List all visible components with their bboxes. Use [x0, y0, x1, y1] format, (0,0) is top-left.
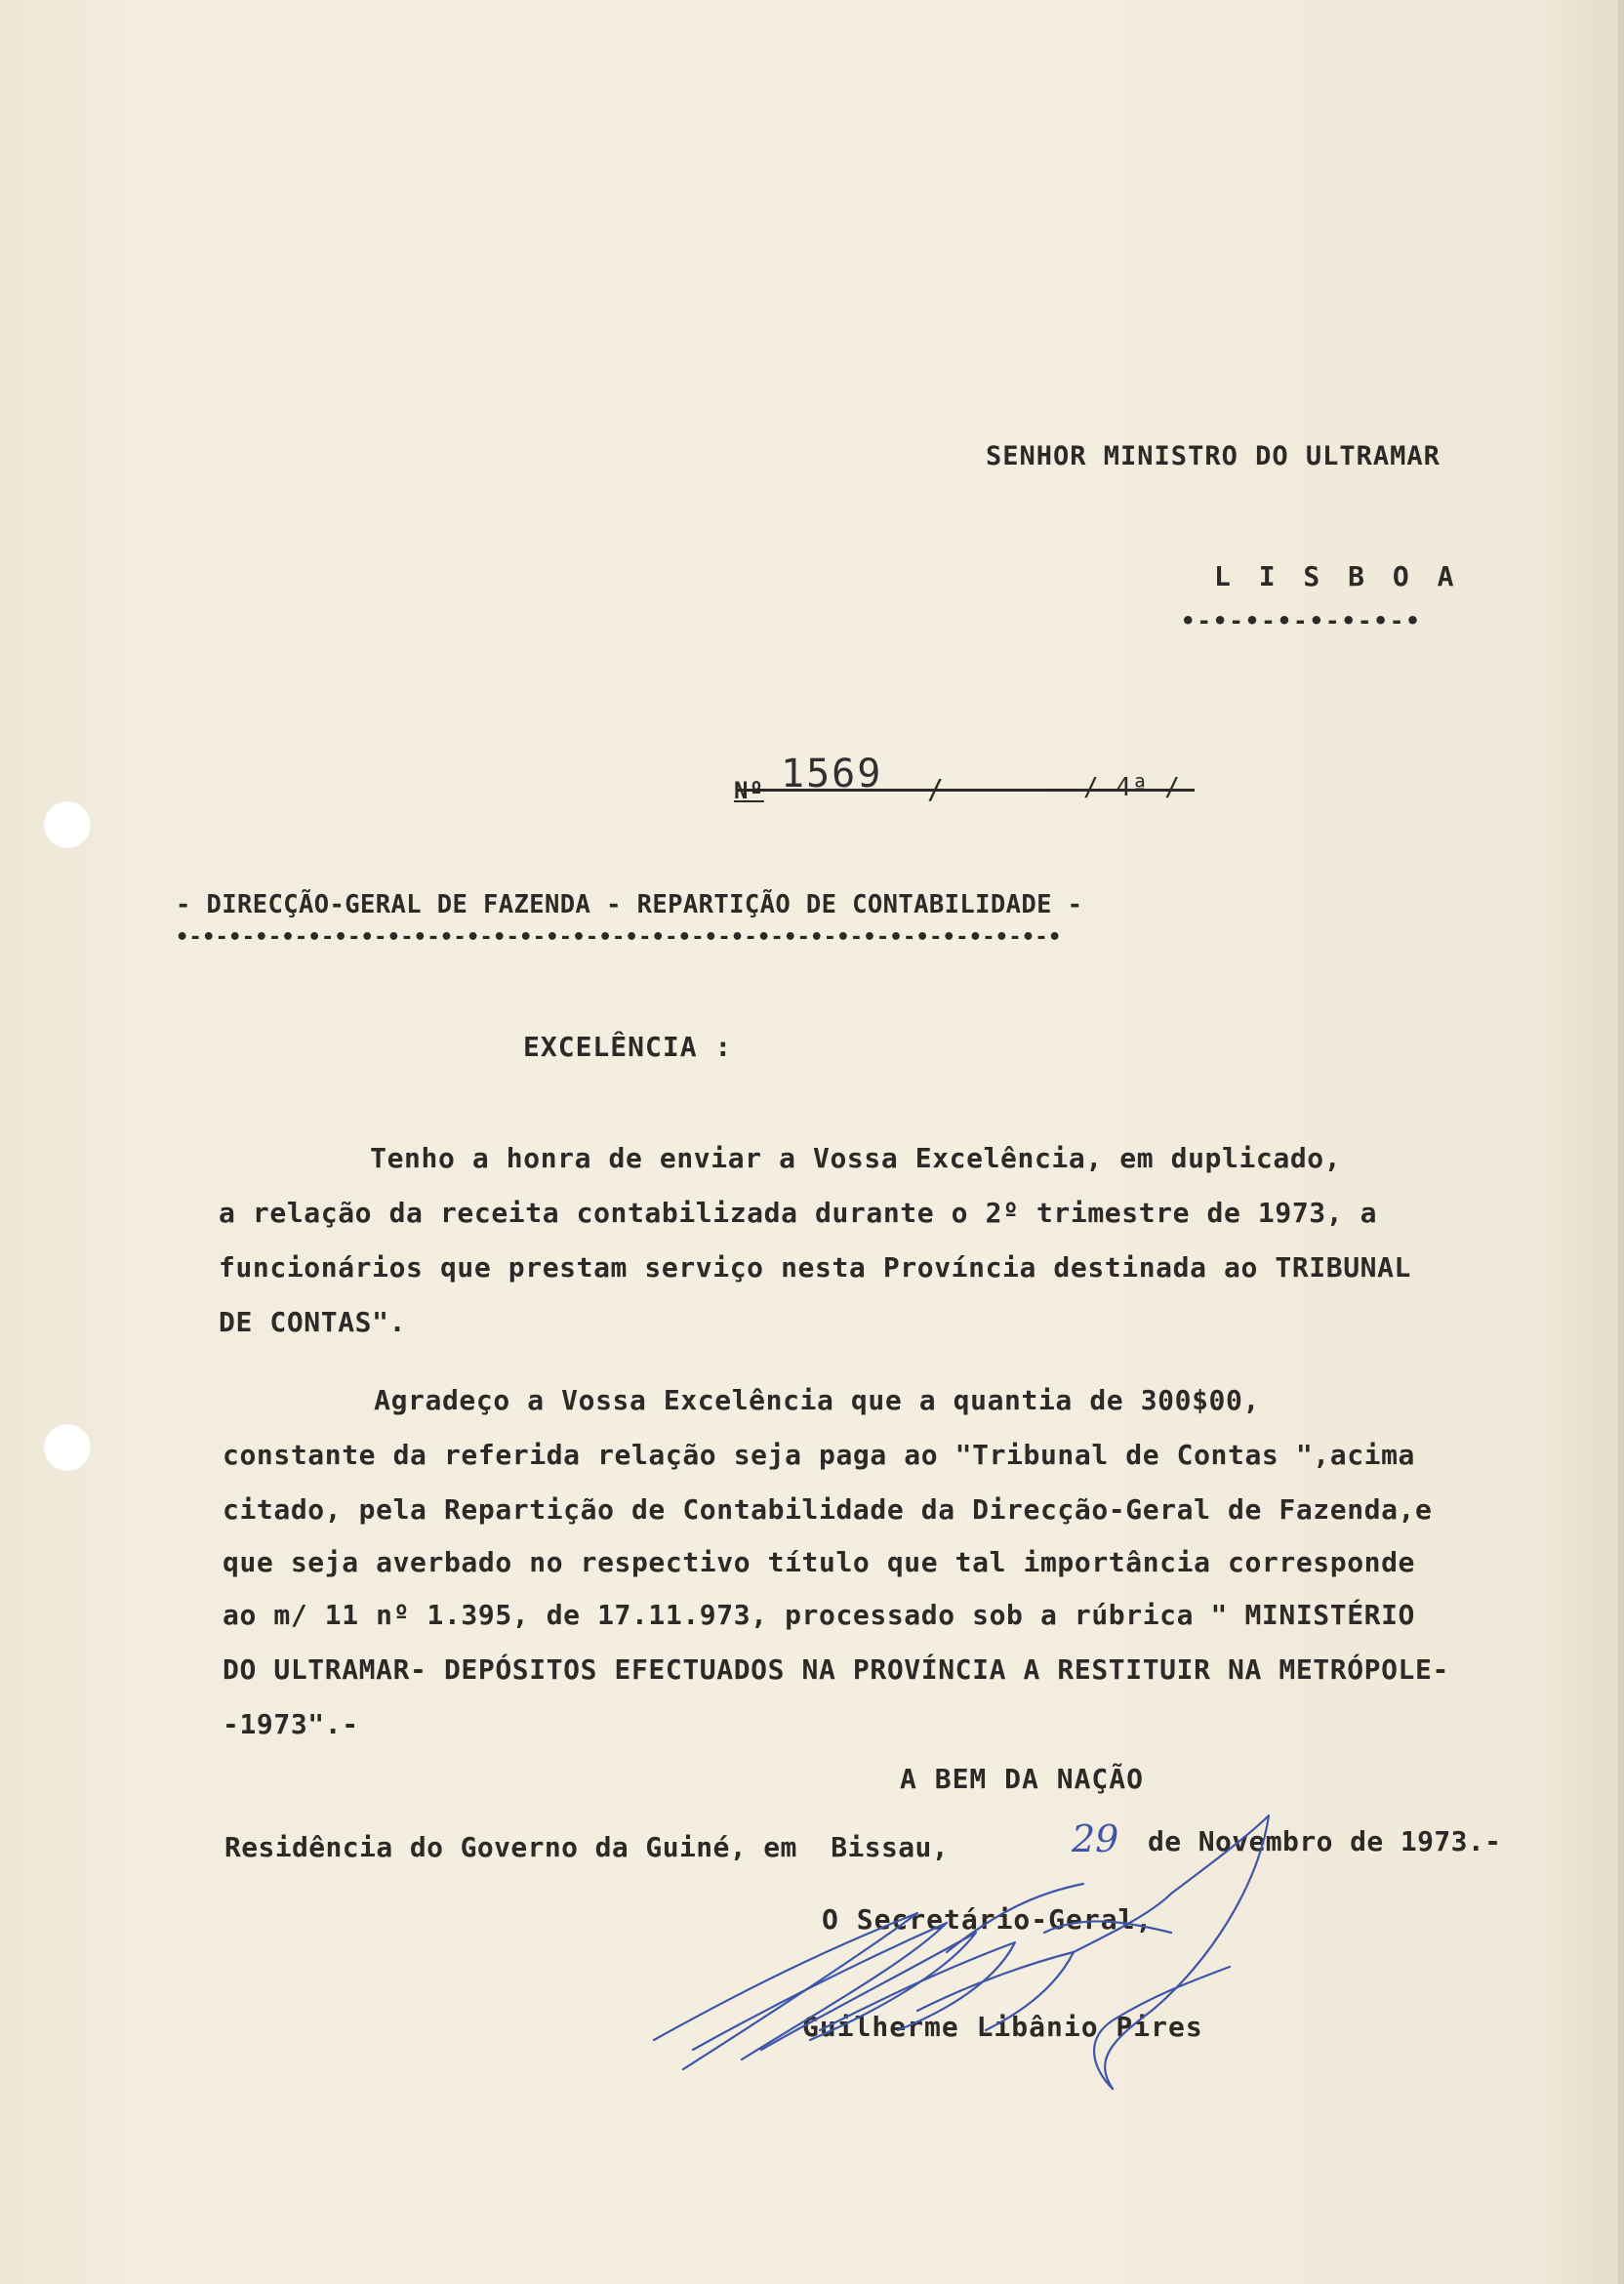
city: L I S B O A	[1214, 560, 1460, 592]
department-underline: •-•-•-•-•-•-•-•-•-•-•-•-•-•-•-•-•-•-•-•-•-•-•-•-•-•-•-•-•-•-•-•-•-•	[176, 925, 1062, 950]
signer-name: Guilherme Libânio Pires	[802, 2011, 1203, 2043]
paragraph-2-line: -1973".-	[223, 1708, 359, 1740]
city-underline: •-•-•-•-•-•-•-•	[1181, 607, 1422, 634]
paper-edge	[1618, 0, 1624, 2284]
addressee: SENHOR MINISTRO DO ULTRAMAR	[986, 441, 1441, 471]
reference-slash: /	[927, 773, 945, 805]
handwritten-day: 29	[1072, 1817, 1119, 1860]
closing-place-suffix: de Novembro de 1973.-	[1148, 1825, 1502, 1857]
punch-hole-bottom	[43, 1423, 92, 1472]
paragraph-2-line: ao m/ 11 nº 1.395, de 17.11.973, processado sob a rúbrica " MINISTÉRIO	[223, 1599, 1416, 1631]
paragraph-1-line: Tenho a honra de enviar a Vossa Excelência, em duplicado,	[217, 1142, 1342, 1174]
handwritten-signature	[625, 1796, 1327, 2118]
paragraph-1-line: DE CONTAS".	[219, 1306, 407, 1338]
reference-section: / 4ª /	[1083, 773, 1181, 802]
reference-number: 1569	[781, 752, 883, 796]
punch-hole-top	[43, 800, 92, 849]
paragraph-1-line: a relação da receita contabilizada durante o 2º trimestre de 1973, a	[219, 1197, 1378, 1229]
paragraph-2-line: Agradeço a Vossa Excelência que a quantia de 300$00,	[221, 1384, 1260, 1416]
reference-prefix: Nº	[734, 777, 764, 804]
department-title: - DIRECÇÃO-GERAL DE FAZENDA - REPARTIÇÃO DE CONTABILIDADE -	[176, 890, 1083, 919]
paragraph-2-line: DO ULTRAMAR- DEPÓSITOS EFECTUADOS NA PROVÍNCIA A RESTITUIR NA METRÓPOLE-	[223, 1653, 1449, 1686]
closing-motto: A BEM DA NAÇÃO	[900, 1763, 1145, 1795]
paragraph-2-line: constante da referida relação seja paga ao "Tribunal de Contas ",acima	[223, 1439, 1416, 1471]
closing-place-prefix: Residência do Governo da Guiné, em Bissau,	[224, 1831, 950, 1863]
paragraph-2-line: que seja averbado no respectivo título que tal importância corresponde	[223, 1546, 1416, 1578]
salutation: EXCELÊNCIA :	[523, 1031, 733, 1063]
paragraph-1-line: funcionários que prestam serviço nesta Província destinada ao TRIBUNAL	[219, 1251, 1412, 1284]
signer-title: O Secretário-Geral,	[822, 1903, 1154, 1936]
paragraph-2-line: citado, pela Repartição de Contabilidade da Direcção-Geral de Fazenda,e	[223, 1493, 1433, 1526]
